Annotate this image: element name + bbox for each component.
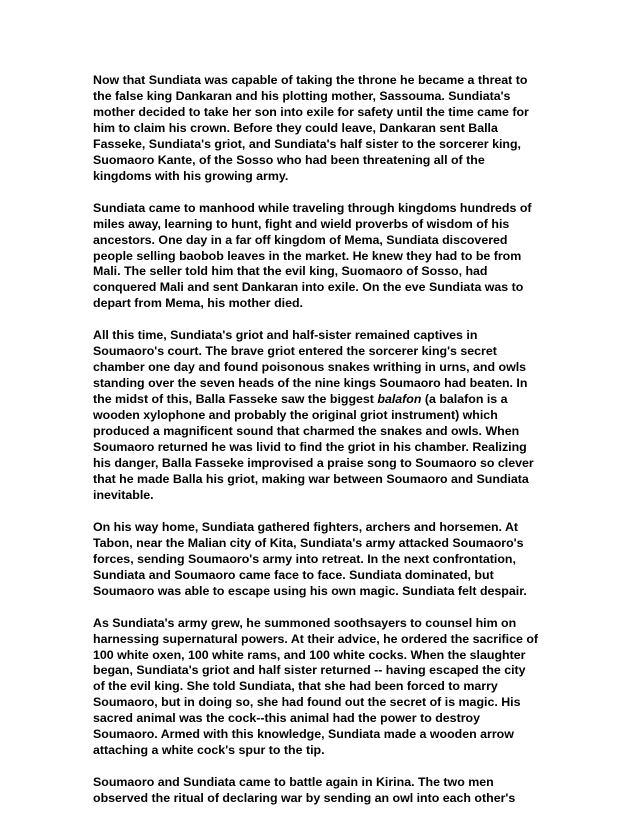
paragraph-5 <box>93 616 553 760</box>
text-line: Fasseke, Sundiata's griot, and Sundiata's half sister to the sorcerer king, <box>93 136 521 151</box>
text-line: attaching a white cock's spur to the tip. <box>93 743 325 758</box>
text-line: of the evil king. She told Sundiata, that she had been forced to marry <box>93 679 498 694</box>
paragraph-2 <box>93 201 553 313</box>
text-segment: the midst of this, Balla Fasseke saw the biggest <box>93 392 378 407</box>
text-line: began, Sundiata's griot and half sister returned -- having escaped the city <box>93 663 526 678</box>
text-line: Sundiata came to manhood while traveling through kingdoms hundreds of <box>93 200 532 215</box>
text-line: chamber one day and found poisonous snakes writhing in urns, and owls <box>93 360 527 375</box>
text-line: his danger, Balla Fasseke improvised a praise song to Soumaoro so clever <box>93 455 534 470</box>
text-line: Now that Sundiata was capable of taking the throne he became a threat to <box>93 73 528 87</box>
italic-term: balafon <box>377 392 422 407</box>
text-line: ancestors. One day in a far off kingdom of Mema, Sundiata discovered <box>93 232 508 247</box>
text-line: that he made Balla his griot, making war between Soumaoro and Sundiata <box>93 471 529 486</box>
paragraph-6 <box>93 775 553 807</box>
text-line: Soumaoro and Sundiata came to battle again in Kirina. The two men <box>93 775 494 790</box>
text-line: sacred animal was the cock--this animal had the power to destroy <box>93 711 480 726</box>
text-line: observed the ritual of declaring war by sending an owl into each other's <box>93 791 516 806</box>
text-line: miles away, learning to hunt, fight and wield proverbs of wisdom of his <box>93 216 510 231</box>
text-line: Mali. The seller told him that the evil king, Suomaoro of Sosso, had <box>93 264 488 279</box>
text-line: Soumaoro was able to escape using his own magic. Sundiata felt despair. <box>93 583 527 598</box>
text-line: Soumaoro. Armed with this knowledge, Sundiata made a wooden arrow <box>93 727 514 742</box>
text-line: Sundiata and Soumaoro came face to face. Sundiata dominated, but <box>93 567 494 582</box>
text-line: the false king Dankaran and his plotting mother, Sassouma. Sundiata's <box>93 88 511 103</box>
text-line: harnessing supernatural powers. At their advice, he ordered the sacrifice of <box>93 631 539 646</box>
text-line: All this time, Sundiata's griot and half-sister remained captives in <box>93 328 478 343</box>
text-segment: (a balafon is a <box>421 392 508 407</box>
text-line: Tabon, near the Malian city of Kita, Sundiata's army attacked Soumaoro's <box>93 535 524 550</box>
text-line: inevitable. <box>93 487 154 502</box>
text-line: mother decided to take her son into exile for safety until the time came for <box>93 104 529 119</box>
text-line: 100 white oxen, 100 white rams, and 100 white cocks. When the slaughter <box>93 647 526 662</box>
text-line: produced a magnificent sound that charmed the snakes and owls. When <box>93 424 520 439</box>
text-line: wooden xylophone and probably the original griot instrument) which <box>93 408 498 423</box>
document-body <box>93 73 553 807</box>
text-line: Soumaoro returned he was livid to find the griot in his chamber. Realizing <box>93 440 527 455</box>
text-line: Soumaoro's court. The brave griot entered the sorcerer king's secret <box>93 344 497 359</box>
text-line: conquered Mali and sent Dankaran into exile. On the eve Sundiata was to <box>93 280 524 295</box>
text-line: kingdoms with his growing army. <box>93 168 289 183</box>
paragraph-1 <box>93 73 553 185</box>
text-line: On his way home, Sundiata gathered fighters, archers and horsemen. At <box>93 519 519 534</box>
text-line: standing over the seven heads of the nine kings Soumaoro had beaten. In <box>93 376 528 391</box>
text-line: people selling baobob leaves in the market. He knew they had to be from <box>93 248 522 263</box>
text-line: depart from Mema, his mother died. <box>93 296 303 311</box>
text-line: Suomaoro Kante, of the Sosso who had been threatening all of the <box>93 152 485 167</box>
text-line: forces, sending Soumaoro's army into retreat. In the next confrontation, <box>93 551 516 566</box>
paragraph-4 <box>93 520 553 600</box>
text-line: As Sundiata's army grew, he summoned soothsayers to counsel him on <box>93 615 517 630</box>
text-line-with-italic <box>93 392 553 408</box>
text-line: Soumaoro, but in doing so, she had found out the secret of is magic. His <box>93 695 521 710</box>
text-line: him to claim his crown. Before they could leave, Dankaran sent Balla <box>93 120 498 135</box>
paragraph-3 <box>93 328 553 503</box>
